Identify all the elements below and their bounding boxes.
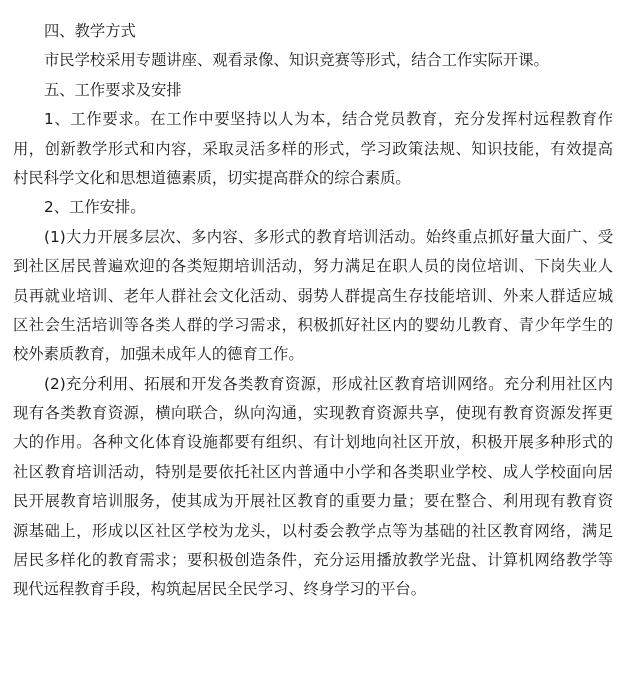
paragraph-line: 源基础上，形成以区社区学校为龙头，以村委会教学点等为基础的社区教育网络，满足 — [13, 521, 613, 540]
paragraph-line: 居民多样化的教育需求；要积极创造条件，充分运用播放教学光盘、计算机网络教学等 — [13, 551, 613, 570]
section-heading-teaching-method: 四、教学方式 — [44, 22, 136, 40]
document-body — [13, 17, 613, 605]
paragraph-line: (1)大力开展多层次、多内容、多形式的教育培训活动。始终重点抓好量大面广、受 — [44, 227, 613, 246]
paragraph-line: 现代远程教育手段，构筑起居民全民学习、终身学习的平台。 — [13, 580, 427, 599]
paragraph-line: 现有各类教育资源，横向联合，纵向沟通，实现教育资源共享，使现有教育资源发挥更 — [13, 404, 613, 423]
paragraph-line: 村民科学文化和思想道德素质，切实提高群众的综合素质。 — [13, 168, 411, 187]
paragraph-line: 校外素质教育，加强未成年人的德育工作。 — [13, 345, 304, 364]
teaching-method-text: 市民学校采用专题讲座、观看录像、知识竞赛等形式，结合工作实际开课。 — [44, 51, 549, 70]
paragraph-line: 用，创新教学形式和内容，采取灵活多样的形式，学习政策法规、知识技能，有效提高 — [13, 139, 613, 158]
paragraph-line: 员再就业培训、老年人群社会文化活动、弱势人群提高生存技能培训、外来人群适应城 — [13, 286, 613, 305]
paragraph-line: 大的作用。各种文化体育设施都要有组织、有计划地向社区开放，积极开展多种形式的 — [13, 433, 613, 452]
paragraph-line: (2)充分利用、拓展和开发各类教育资源，形成社区教育培训网络。充分利用社区内 — [44, 374, 613, 393]
paragraph-line: 到社区居民普遍欢迎的各类短期培训活动，努力满足在职人员的岗位培训、下岗失业人 — [13, 257, 613, 276]
paragraph-line: 区社会生活培训等各类人群的学习需求，积极抓好社区内的婴幼儿教育、青少年学生的 — [13, 315, 613, 334]
paragraph-line: 1、工作要求。在工作中要坚持以人为本，结合党员教育，充分发挥村远程教育作 — [44, 110, 613, 129]
section-heading-work-requirements: 五、工作要求及安排 — [44, 80, 182, 99]
item-heading-work-arrangement: 2、工作安排。 — [44, 198, 146, 217]
paragraph-line: 社区教育培训活动，特别是要依托社区内普通中小学和各类职业学校、成人学校面向居 — [13, 462, 613, 481]
paragraph-line: 民开展教育培训服务，使其成为开展社区教育的重要力量；要在整合、利用现有教育资 — [13, 492, 613, 511]
